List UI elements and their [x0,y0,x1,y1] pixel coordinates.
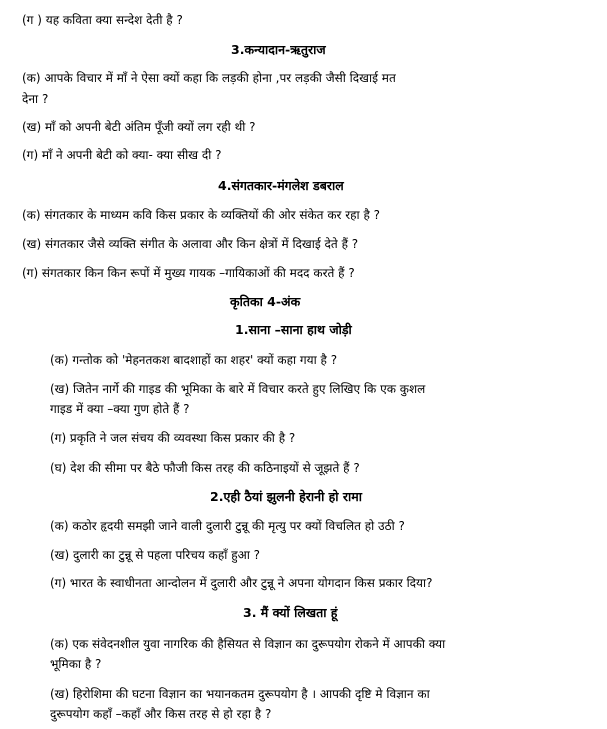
section-heading: 2.एही ठैयां झुलनी हेरानी हो रामा [210,489,362,504]
question-line: (क) गन्तोक को 'मेहनतकश बादशाहों का शहर' क्यों कहा गया है ? [50,353,338,367]
section-heading: 3.कन्यादान-ऋतुराज [231,42,326,57]
question-line: (घ) देश की सीमा पर बैठे फौजी किस तरह की कठिनाइयों से जूझते हैं ? [50,461,360,475]
section-heading: 3. मैं क्यों लिखता हूं [243,605,338,620]
question-line: (ग) भारत के स्वाधीनता आन्दोलन में दुलारी और टुन्नू ने अपना योगदान किस प्रकार दिया? [50,576,433,590]
question-line: दुरूपयोग कहाँ –कहाँ और किस तरह से हो रहा है ? [50,707,272,721]
section-heading: 4.संगतकार-मंगलेश डबराल [218,178,344,193]
section-heading: 1.साना –साना हाथ जोड़ी [235,322,352,337]
question-line: (ग ) यह कविता क्या सन्देश देती है ? [22,13,183,27]
question-line: (ख) माँ को अपनी बेटी अंतिम पूँजी क्यों लग रही थी ? [22,120,256,134]
question-line: देना ? [22,92,49,106]
question-line: (क) आपके विचार में माँ ने ऐसा क्यों कहा कि लड़की होना ,पर लड़की जैसी दिखाई मत [22,71,396,85]
section-heading: कृतिका 4-अंक [230,294,301,309]
question-line: (ख) जितेन नार्गे की गाइड की भूमिका के बारे में विचार करते हुए लिखिए कि एक कुशल [50,382,426,396]
question-line: (क) एक संवेदनशील युवा नागरिक की हैसियत से विज्ञान का दुरूपयोग रोकने में आपकी क्या [50,637,446,651]
question-line: (ग) प्रकृति ने जल संचय की व्यवस्था किस प्रकार की है ? [50,431,296,445]
question-line: भूमिका है ? [50,657,102,671]
question-line: (ख) हिरोशिमा की घटना विज्ञान का भयानकतम दुरूपयोग है । आपकी दृष्टि मे विज्ञान का [50,687,430,701]
question-line: (क) संगतकार के माध्यम कवि किस प्रकार के व्यक्तियों की ओर संकेत कर रहा है ? [22,208,381,222]
question-line: (ख) दुलारी का टुन्नू से पहला परिचय कहाँ हुआ ? [50,548,261,562]
question-line: गाइड में क्या –क्या गुण होते हैं ? [50,402,190,416]
question-line: (ग) संगतकार किन किन रूपों में मुख्य गायक –गायिकाओं की मदद करते हैं ? [22,266,355,280]
question-line: (ग) माँ ने अपनी बेटी को क्या- क्या सीख दी ? [22,148,222,162]
question-line: (क) कठोर हृदयी समझी जाने वाली दुलारी टुन्नू की मृत्यु पर क्यों विचलित हो उठी ? [50,519,405,533]
question-line: (ख) संगतकार जैसे व्यक्ति संगीत के अलावा और किन क्षेत्रों में दिखाई देते हैं ? [22,237,359,251]
